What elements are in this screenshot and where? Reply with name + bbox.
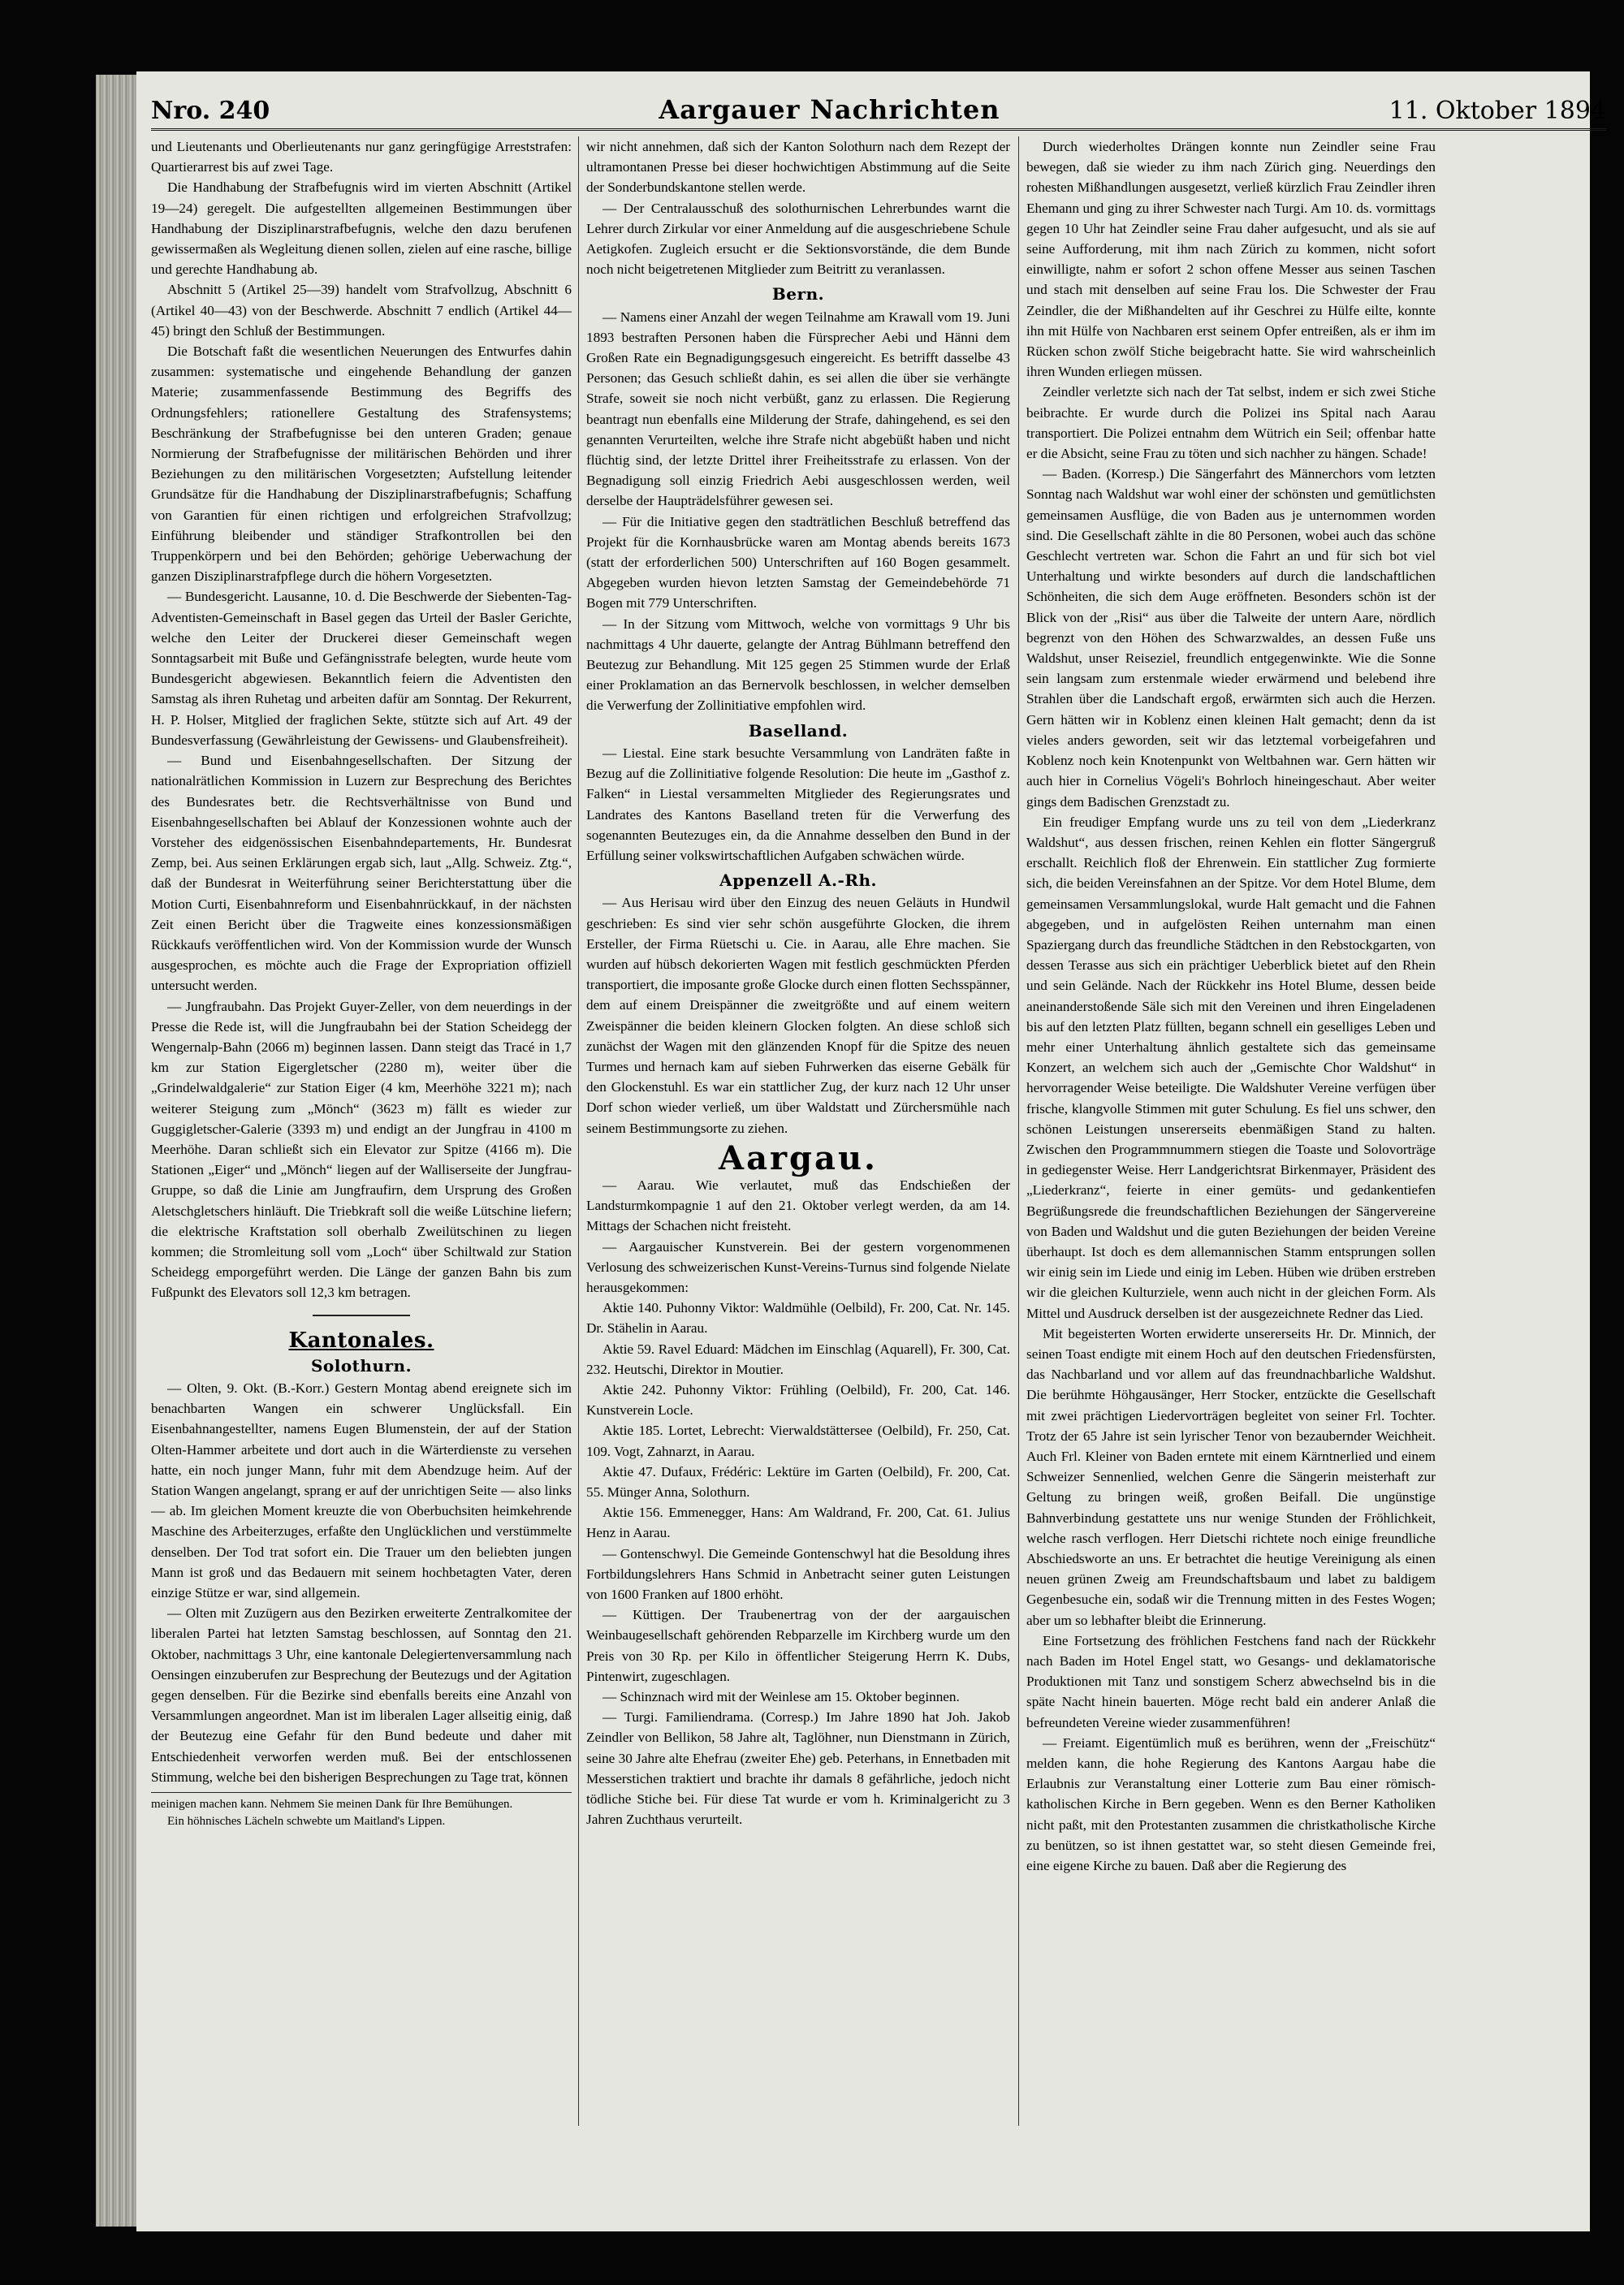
article-paragraph: Zeindler verletzte sich nach der Tat selbst, indem er sich zwei Stiche beibrachte. Er wurde durch die Polizei ins Spital nach Aarau transportiert. Die Polizei entnahm dem Wütrich ein Seil; offenbar hatte er die Absicht, seine Frau zu töten und sich nachher zu hängen. Schade! <box>1026 384 1436 462</box>
book-page-stack <box>96 75 140 2227</box>
lottery-list-item: Aktie 185. Lortet, Lebrecht: Vierwaldstättersee (Oelbild), Fr. 250, Cat. 109. Vogt, Zahnarzt, in Aarau. <box>586 1423 1010 1459</box>
feuilleton-footnote: meinigen machen kann. Nehmem Sie meinen Dank für Ihre Bemühungen. <box>151 1798 513 1812</box>
article-paragraph: Ein freudiger Empfang wurde uns zu teil von dem „Liederkranz Waldshut“, aus dessen frischen, reinen Kehlen ein flotter Sängergruß erschallt. Reichlich floß der Ehrenwein. Ein stattlicher Zug formierte sich, die beiden Vereinsfahnen an der Spitze. Vor dem Hotel Blume, dem gemeinsamen Versammlungslokal, wurde Halt gemacht und die Fahnen abgegeben, und in aufgelösten Reihen unternahm man einen Spaziergang durch das freundliche Städtchen in den Rebstockgarten, von dessen Terasse aus sich ein prächtiger Ueberblick bietet auf den Rhein und sein Gelände. Nach der Rückkehr ins Hotel Blume, dessen beide aneinanderstoßende Säle sich mit den Vereinen und ihren Eingeladenen bis auf den letzten Platz füllten, begann schnell ein geselliges Leben und mehr einer Unterhaltung ähnlich gestaltete sich das gemeinsame Konzert, an welchem sich auch der „Gemischte Chor Waldshut“ in hervorragender Weise beteiligte. Die Waldshuter Vereine verfügen über frische, klangvolle Stimmen mit guter Schulung. Es fiel uns schwer, den schönen Leistungen unsererseits ebenmäßigen Stand zu halten. Zwischen den Programmnummern stiegen die Toaste und Solovorträge in gediegenster Weise. Herr Landgerichtsrat Birkenmayer, Präsident des „Liederkranz“, feierte in einer gemüts- und gedankentiefen Begrüßungsrede die freundschaftlichen Beziehungen der Sängervereine von Baden und Waldshut und die guten Beziehungen der beiden Vereine überhaupt. Ist doch es dem allemannischen Stamm entsprungen sollen wir einig sein im Liede und einig im Leben. Hüben wie drüben erstreben wir die gleichen Kulturziele, wenn auch nicht in der gleichen Form. Als Mittel und Ausdruck derselben ist der ausgezeichnete Redner das Lied. <box>1026 814 1436 1321</box>
article-paragraph: — Bund und Eisenbahngesellschaften. Der Sitzung der nationalrätlichen Kommission in Luzern zur Besprechung des Berichtes des Bundesrates betr. die Rechtsverhältnisse von Bund und Eisenbahngesellschaften bei Ablauf der Konzessionen wohnte auch der Vorsteher des eidgenössischen Eisenbahndepartements, Hr. Bundesrat Zemp, bei. Aus seinen Erklärungen ergab sich, laut „Allg. Schweiz. Ztg.“, daß der Bundesrat in Weiterführung seiner Berichterstattung über die Motion Curti, Eisenbahnreform und Eisenbahnrückkauf, in der nächsten Zeit einen Bericht über die Tragweite eines konzessionsmäßigen Rückkaufs veröffentlichen wird. Von der Kommission wurde der Wunsch ausgesprochen, es möchte auch die Frage der Expropriation offiziell untersucht werden. <box>151 753 572 994</box>
section-heading-appenzell: Appenzell A.-Rh. <box>719 870 877 891</box>
article-paragraph: — Aus Herisau wird über den Einzug des neuen Geläuts in Hundwil geschrieben: Es sind vier sehr schön ausgeführte Glocken, die ihrem Ersteller, der Firma Rüetschi u. Cie. in Aarau, alle Ehre machen. Sie wurden auf hübsch dekorierten Wagen mit festlich geschmückten Pferden transportiert, die imposante große Glocke durch einen flotten Sechsspänner, dem auf einem Dreispänner die zweitgrößte und auf einem weitern Zweispänner die beiden kleinern Glocken folgten. An diese schloß sich zunächst der Wagen mit den glänzenden Knopf für die Spitze des neuen Turmes und hernach kam auf sieben Fuhrwerken das eiserne Gebälk für den Glockenstuhl. Es war ein stattlicher Zug, der kurz nach 12 Uhr unser Dorf schon wieder verließ, um über Waldstatt und Zürchersmühle nach seinem Bestimmungsorte zu ziehen. <box>586 895 1010 1136</box>
article-paragraph: — Schinznach wird mit der Weinlese am 15. Oktober beginnen. <box>603 1689 960 1705</box>
article-paragraph: — Aarau. Wie verlautet, muß das Endschießen der Landsturmkompagnie 1 auf den 21. Oktober verlegt werden, da am 14. Mittags der Schachen nicht freisteht. <box>586 1177 1010 1234</box>
lottery-list-item: Aktie 59. Ravel Eduard: Mädchen im Einschlag (Aquarell), Fr. 300, Cat. 232. Heutschi, Direktor in Moutier. <box>586 1341 1010 1377</box>
article-paragraph: — Namens einer Anzahl der wegen Teilnahme am Krawall vom 19. Juni 1893 bestraften Personen haben die Fürsprecher Aebi und Hänni dem Großen Rate ein Begnadigungsgesuch eingereicht. Es betrifft dasselbe 43 Personen; das Gesuch schließt dahin, es sei allen die über sie verhängte Strafe, soweit sie noch nicht verbüßt, ganz zu erlassen. Die Regierung beantragt nun ebenfalls eine Milderung der Strafe, dahingehend, es sei den genannten Verurteilten, welche ihre Strafe nicht abgebüßt haben und nicht flüchtig sind, der letzte Drittel ihrer Freiheitsstrafe zu erlassen. Von der Begnadigung soll einzig Friedrich Aebi ausgeschlossen werden, weil derselbe der Haupträdelsführer gewesen sei. <box>586 309 1010 509</box>
article-paragraph: Mit begeisterten Worten erwiderte unsererseits Hr. Dr. Minnich, der seinen Toast endigte mit einem Hoch auf den deutschen Friedensfürsten, das Nachbarland und vor allem auf das freundnachbarliche Waldshut. Die berühmte Höhgausänger, Herr Stocker, entzückte die Gesellschaft mit zwei prächtigen Liedervorträgen begleitet von seiner Frl. Tochter. Trotz der 65 Jahre ist sein lyrischer Tenor von bezaubernder Weichheit. Auch Frl. Kleiner von Baden erntete mit einem Kärntnerlied und einem Schweizer Sennenlied, welchen Genre die Sängerin meisterhaft zur Geltung zu bringen weiß, großen Beifall. Die ungünstige Bahnverbindung gestattete uns nur wenige Stunden der Fröhlichkeit, welche rasch verflogen. Herr Dietschi richtete noch einige freundliche Abschiedsworte an uns. Er betrachtet die heutige Vereinigung als einen neuen grünen Zweig am Freundschaftsbaum und labet zu baldigem Gegenbesuche ein, sodaß wir die Trennung mitten in des Festes Wogen; aber um so lebhafter bleibt die Erinnerung. <box>1026 1325 1436 1628</box>
article-paragraph: Durch wiederholtes Drängen konnte nun Zeindler seine Frau bewegen, daß sie wieder zu ihm nach Zürich ging. Neuerdings den rohesten Mißhandlungen ausgesetzt, verließ kürzlich Frau Zeindler ihren Ehemann und ging zu ihrer Schwester nach Turgi. Am 10. ds. vormittags gegen 10 Uhr hat Zeindler seine Frau daher aufgesucht, und als sie auf seine Aufforderung, mit ihm nach Zürich zu kommen, nicht sofort einwilligte, nahm er sofort 2 schon offene Messer aus seinen Taschen und stach mit denselben auf seine Frau los. Die Schwester der Frau Zeindler, die der Mißhandelten auf ihr Geschrei zu Hülfe eilte, konnte ihn mit Hülfe von Nachbaren erst seinem Opfer entreißen, als er ihm im Rücken schon zwölf Stiche beigebracht hatte. Sie wird wahrscheinlich ihren Wunden erliegen müssen. <box>1026 139 1436 380</box>
section-heading-aargau: Aargau. <box>719 1138 878 1177</box>
feuilleton-footnote: Ein höhnisches Lächeln schwebte um Maitland's Lippen. <box>167 1815 446 1829</box>
article-paragraph: Die Botschaft faßt die wesentlichen Neuerungen des Entwurfes dahin zusammen: systematische und eingehende Behandlung der ganzen Materie; zusammenfassende Bestimmung des Begriffs des Ordnungsfehlers; rationellere Gestaltung des Strafensystems; Beschränkung der Strafbefugnisse bei den unteren Graden; genaue Normierung der Strafbefugnisse der militärischen Behörden und ihrer Beziehungen zu den militärischen Vorgesetzten; Aufstellung leitender Grundsätze für die Handhabung der Disziplinarstrafbefugnis; Schaffung von Garantien für einen richtigen und erfolgreichen Strafvollzug; Einführung bleibender und ständiger Strafkontrollen bei den Truppenkörpern und bei den Behörden; gehörige Ueberwachung der ganzen Disziplinarstrafpflege durch die höhern Vorgesetzten. <box>151 343 572 585</box>
footnote-divider <box>151 1792 572 1793</box>
section-heading-solothurn: Solothurn. <box>310 1355 412 1376</box>
issue-number: Nro. 240 <box>151 97 270 125</box>
article-paragraph: Abschnitt 5 (Artikel 25—39) handelt vom Strafvollzug, Abschnitt 6 (Artikel 40—43) von der Beschwerde. Abschnitt 7 endlich (Artikel 44—45) bringt den Schluß der Bestimmungen. <box>151 282 572 339</box>
masthead <box>151 68 1606 131</box>
issue-date: 11. Oktober 1894 <box>1389 97 1606 125</box>
article-paragraph: Die Handhabung der Strafbefugnis wird im vierten Abschnitt (Artikel 19—24) geregelt. Die aufgestellten allgemeinen Bestimmungen über Handhabung der Disziplinarstrafbefugnis, welche den dazu berufenen gewissermaßen als Wegleitung dienen sollen, zielen auf eine rasche, billige und gerechte Handhabung ab. <box>151 179 572 278</box>
article-paragraph: und Lieutenants und Oberlieutenants nur ganz geringfügige Arreststrafen: Quartierarrest bis auf zwei Tage. <box>151 139 572 175</box>
article-paragraph: — Für die Initiative gegen den stadträtlichen Beschluß betreffend das Projekt für die Kornhausbrücke waren am Montag abends bereits 1673 (statt der erforderlichen 500) Unterschriften auf 160 Bogen gesammelt. Abgegeben wurden hievon letzten Samstag der Gemeindebehörde 71 Bogen mit 779 Unterschriften. <box>586 513 1010 611</box>
section-heading-bern: Bern. <box>771 284 825 305</box>
article-paragraph: — Olten, 9. Okt. (B.-Korr.) Gestern Montag abend ereignete sich im benachbarten Wangen ein schwerer Unglücksfall. Ein Eisenbahnangestellter, namens Eugen Blumenstein, der auf der Station Olten-Hammer arbeitete und dort auch in die Wärterdienste zu versehen hatte, ein noch junger Mann, fuhr mit dem Abendzuge heim. Auf der Station Wangen angelangt, sprang er auf der unrichtigen Seite — also links — ab. Im gleichen Moment kreuzte die von Oberbuchsiten heimkehrende Maschine des Arbeiterzuges, erfaßte den Unglücklichen und verstümmelte denselben. Der Tod trat sofort ein. Die Trauer um den beliebten jungen Mann ist groß und das Bedauern mit seinem hochbetagten Vater, deren einzige Stütze er war, sind allgemein. <box>151 1380 572 1601</box>
lottery-list-item: Aktie 156. Emmenegger, Hans: Am Waldrand, Fr. 200, Cat. 61. Julius Henz in Aarau. <box>586 1505 1010 1541</box>
section-divider <box>313 1315 410 1316</box>
article-paragraph: — Turgi. Familiendrama. (Corresp.) Im Jahre 1890 hat Joh. Jakob Zeindler von Bellikon, 58 Jahre alt, Taglöhner, nun Dienstmann in Zürich, seine 30 Jahre alte Ehefrau (zweiter Ehe) geb. Peterhans, in Ennetbaden mit Messerstichen traktiert und brachte ihr damals 8 gefährliche, jedoch nicht tödliche Stiche bei. Für diese Tat wurde er vom h. Kriminalgericht zu 3 Jahren Zuchthaus verurteilt. <box>586 1709 1010 1828</box>
section-heading-baselland: Baselland. <box>748 720 849 741</box>
article-paragraph: Eine Fortsetzung des fröhlichen Festchens fand nach der Rückkehr nach Baden im Hotel Engel statt, wo Gesangs- und deklamatorische Produktionen mit Tanz und sonstigem Scherz abwechselnd bis in die späte Nacht hinein bauerten. Möge recht bald ein anderer Anlaß die befreundeten Vereine wieder zusammenführen! <box>1026 1632 1436 1730</box>
column-left <box>151 136 572 2126</box>
article-paragraph: — Olten mit Zuzügern aus den Bezirken erweiterte Zentralkomitee der liberalen Partei hat letzten Samstag beschlossen, auf Sonntag den 21. Oktober, nachmittags 3 Uhr, eine kantonale Delegiertenversammlung nach Oensingen einzuberufen zur Besprechung der Beutezugs und der Agitation gegen denselben. Für die Bezirke sind ebenfalls bereits eine Anzahl von Versammlungen angeordnet. Man ist im liberalen Lager allseitig einig, daß der Beutezug eine Gefahr für den Bund bedeute und daher mit Entschiedenheit verworfen werden muß. Bei der entschlossenen Stimmung, welche bei den bisherigen Besprechungen zu Tage trat, können <box>151 1605 572 1785</box>
column-divider <box>578 136 579 2126</box>
lottery-list-item: Aktie 140. Puhonny Viktor: Waldmühle (Oelbild), Fr. 200, Cat. Nr. 145. Dr. Stähelin in Aarau. <box>586 1300 1010 1337</box>
lottery-list-item: Aktie 242. Puhonny Viktor: Frühling (Oelbild), Fr. 200, Cat. 146. Kunstverein Locle. <box>586 1381 1010 1419</box>
column-right <box>1026 136 1436 2126</box>
article-paragraph: — Gontenschwyl. Die Gemeinde Gontenschwyl hat die Besoldung ihres Fortbildungslehrers Hans Schmid in Anbetracht seiner guten Leistungen von 1600 Franken auf 1800 erhöht. <box>586 1545 1010 1603</box>
column-middle <box>586 136 1010 2126</box>
newspaper-title: Aargauer Nachrichten <box>659 94 1000 125</box>
article-paragraph: — In der Sitzung vom Mittwoch, welche von vormittags 9 Uhr bis nachmittags 4 Uhr dauerte, gelangte der Antrag Bühlmann betreffend den Beutezug zur Behandlung. Mit 125 gegen 25 Stimmen wurde der Erlaß einer Proklamation an das Bernervolk beschlossen, in welcher demselben die Verwerfung der Zollinitiative empfohlen wird. <box>586 616 1010 714</box>
article-paragraph: — Liestal. Eine stark besuchte Versammlung von Landräten faßte in Bezug auf die Zollinitiative folgende Resolution: Die heute im „Gasthof z. Falken“ in Liestal versammelten Mitglieder des Regierungsrates und Landrates des Kantons Baselland treten für die Verwerfung des sogenannten Beutezuges ein, da die Annahme desselben den Bund in der Erfüllung seiner volkswirtschaftlichen Aufgaben schwächen würde. <box>586 745 1010 863</box>
article-paragraph: — Bundesgericht. Lausanne, 10. d. Die Beschwerde der Siebenten-Tag-Adventisten-Gemeinschaft in Basel gegen das Urteil der Basler Gerichte, welche den Leiter der Druckerei dieser Gemeinschaft wegen Sonntagsarbeit mit Buße und Gefängnisstrafe belegten, wurde heute vom Bundesgericht abgewiesen. Bekanntlich feiern die Adventisten den Samstag als ihren Ruhetag und arbeiten dafür am Sonntag. Der Rekurrent, H. P. Holser, Mitglied der fraglichen Sekte, stützte sich auf Art. 49 der Bundesverfassung (Gewährleistung der Gewissens- und Glaubensfreiheit). <box>151 589 572 748</box>
section-heading-kantonales: Kantonales. <box>288 1328 434 1353</box>
column-divider <box>1018 136 1019 2126</box>
article-paragraph: — Küttigen. Der Traubenertrag von der der aargauischen Weinbaugesellschaft gehörenden Rebparzelle im Kirchberg wurde um den Preis von 30 Rp. per Kilo in öffentlicher Steigerung Herrn K. Dubs, Pintenwirt, zugeschlagen. <box>586 1607 1010 1684</box>
lottery-list-item: Aktie 47. Dufaux, Frédéric: Lektüre im Garten (Oelbild), Fr. 200, Cat. 55. Münger Anna, Solothurn. <box>586 1463 1010 1500</box>
article-paragraph: — Freiamt. Eigentümlich muß es berühren, wenn der „Freischütz“ melden kann, die hohe Regierung des Kantons Aargau habe die Erlaubnis zur Veranstaltung einer Lotterie zum Bau einer römisch-katholischen Kirche in Bern gegeben. Wenn es den Berner Katholiken nicht paßt, mit den Protestanten zusammen die christkatholische Kirche zu benützen, so ist ihnen gestattet war, so steht diesen Gemeinde frei, eine eigene Kirche zu bauen. Daß aber die Regierung des <box>1026 1734 1436 1874</box>
article-paragraph: — Der Centralausschuß des solothurnischen Lehrerbundes warnt die Lehrer durch Zirkular vor einer Anmeldung auf die ausgeschriebene Schule Aetigkofen. Zugleich ersucht er die Sektionsvorstände, die dem Bunde noch nicht beigetretenen Mitglieder zum Beitritt zu veranlassen. <box>586 200 1010 278</box>
article-paragraph: — Baden. (Korresp.) Die Sängerfahrt des Männerchors vom letzten Sonntag nach Waldshut war wohl einer der schönsten und gemütlichsten gemeinsamen Ausflüge, die von Baden aus je unternommen worden sind. Die Gesellschaft zählte in die 80 Personen, wobei auch das schöne Geschlecht vertreten war. Schon die Fahrt an und für sich bot viel Unterhaltung und wirkte besonders auf durch die landschaftlichen Schönheiten, die sich dem Auge eröffneten. Besonders schön ist der Blick von der „Risi“ aus über die Talweite der untern Aare, nördlich begrenzt von den Höhen des Schwarzwaldes, an dessen Fuße uns Waldshut, unser Reiseziel, freundlich entgegenwinkte. Wie die Sonne sein langsam zum erstenmale wieder erwärmend und belebend ihre Strahlen über die Landschaft ergoß, erwärmten sich auch die Herzen. Gern hätten wir in Koblenz einen kleinen Halt gemacht; denn da ist vieles anders geworden, seit wir das letztemal vorbeigefahren und Koblenz noch kein Knotenpunkt von Weltbahnen war. Gern hätten wir auch hier in Cornelius Vögeli's Bohrloch hineingeschaut. Aber weiter gings dem Badischen Grenzstadt zu. <box>1026 466 1436 810</box>
article-paragraph: — Jungfraubahn. Das Projekt Guyer-Zeller, von dem neuerdings in der Presse die Rede ist, will die Jungfraubahn bei der Station Scheidegg der Wengernalp-Bahn (2066 m) beginnen lassen. Dann steigt das Tracé in 1,7 km zur Station Eigergletscher (2280 m), weiter über die „Grindelwaldgalerie“ zur Station Eiger (4 km, Meerhöhe 3221 m); nach weiterer Steigung zum „Mönch“ (3623 m) fällt es wieder zur Guggigletscher-Galerie (3393 m) und endigt an der Jungfrau in 4100 m Meerhöhe. Daran schließt sich ein Elevator zur Spitze (4166 m). Die Stationen „Eiger“ und „Mönch“ liegen auf der Walliserseite der Jungfrau-Gruppe, so daß die Linie am Jungfraufirn, dem Ursprung des Großen Aletschgletschers hinläuft. Die Triebkraft soll die weiße Lütschine liefern; die elektrische Kraftstation soll oberhalb Zweilütschinen zu liegen kommen; die Stromleitung soll vom „Loch“ über Schiltwald zur Station Scheidegg emporgeführt werden. Die Länge der ganzen Bahn bis zum Fußpunkt des Elevators soll 12,3 km betragen. <box>151 998 572 1301</box>
article-paragraph: wir nicht annehmen, daß sich der Kanton Solothurn nach dem Rezept der ultramontanen Presse bei dieser hochwichtigen Abstimmung auf die Seite der Sonderbundskantone stellen werde. <box>586 139 1010 196</box>
article-paragraph: — Aargauischer Kunstverein. Bei der gestern vorgenommenen Verlosung des schweizerischen Kunst-Vereins-Turnus sind folgende Nielate herausgekommen: <box>586 1238 1010 1295</box>
